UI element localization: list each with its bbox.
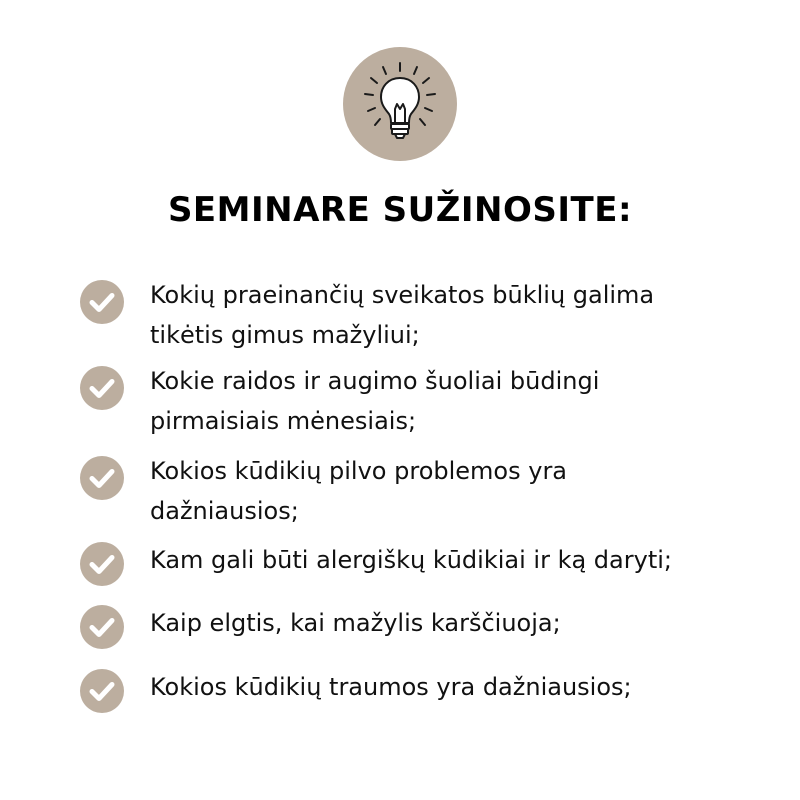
checkmark-bullet	[80, 456, 124, 500]
checkmark-bullet	[80, 669, 124, 713]
list-item-line: dažniausios;	[150, 497, 299, 525]
list-item-text	[150, 275, 750, 355]
list-item-text	[150, 451, 750, 531]
list-item-line: tikėtis gimus mažyliui;	[150, 321, 420, 349]
checkmark-icon	[80, 366, 124, 410]
list-item-text	[150, 667, 750, 707]
list-item-line: Kokių praeinančių sveikatos būklių galima	[150, 281, 655, 309]
checkmark-icon	[80, 669, 124, 713]
list-item-text	[150, 603, 750, 643]
list-item-text	[150, 361, 750, 441]
checkmark-bullet	[80, 366, 124, 410]
checkmark-icon	[80, 280, 124, 324]
list-item-line: Kokie raidos ir augimo šuoliai būdingi	[150, 367, 600, 395]
checkmark-bullet	[80, 280, 124, 324]
checkmark-icon	[80, 456, 124, 500]
checkmark-bullet	[80, 605, 124, 649]
list-item-line: Kokios kūdikių traumos yra dažniausios;	[150, 673, 632, 701]
list-item-line: Kam gali būti alergiškų kūdikiai ir ką daryti;	[150, 546, 672, 574]
list-item-line: pirmaisiais mėnesiais;	[150, 407, 417, 435]
checkmark-icon	[80, 605, 124, 649]
list-item-text	[150, 540, 750, 580]
page-title: SEMINARE SUŽINOSITE:	[167, 190, 633, 230]
list-item-line: Kokios kūdikių pilvo problemos yra	[150, 457, 568, 485]
list-item-line: Kaip elgtis, kai mažylis karščiuoja;	[150, 609, 561, 637]
checkmark-bullet	[80, 542, 124, 586]
checkmark-icon	[80, 542, 124, 586]
